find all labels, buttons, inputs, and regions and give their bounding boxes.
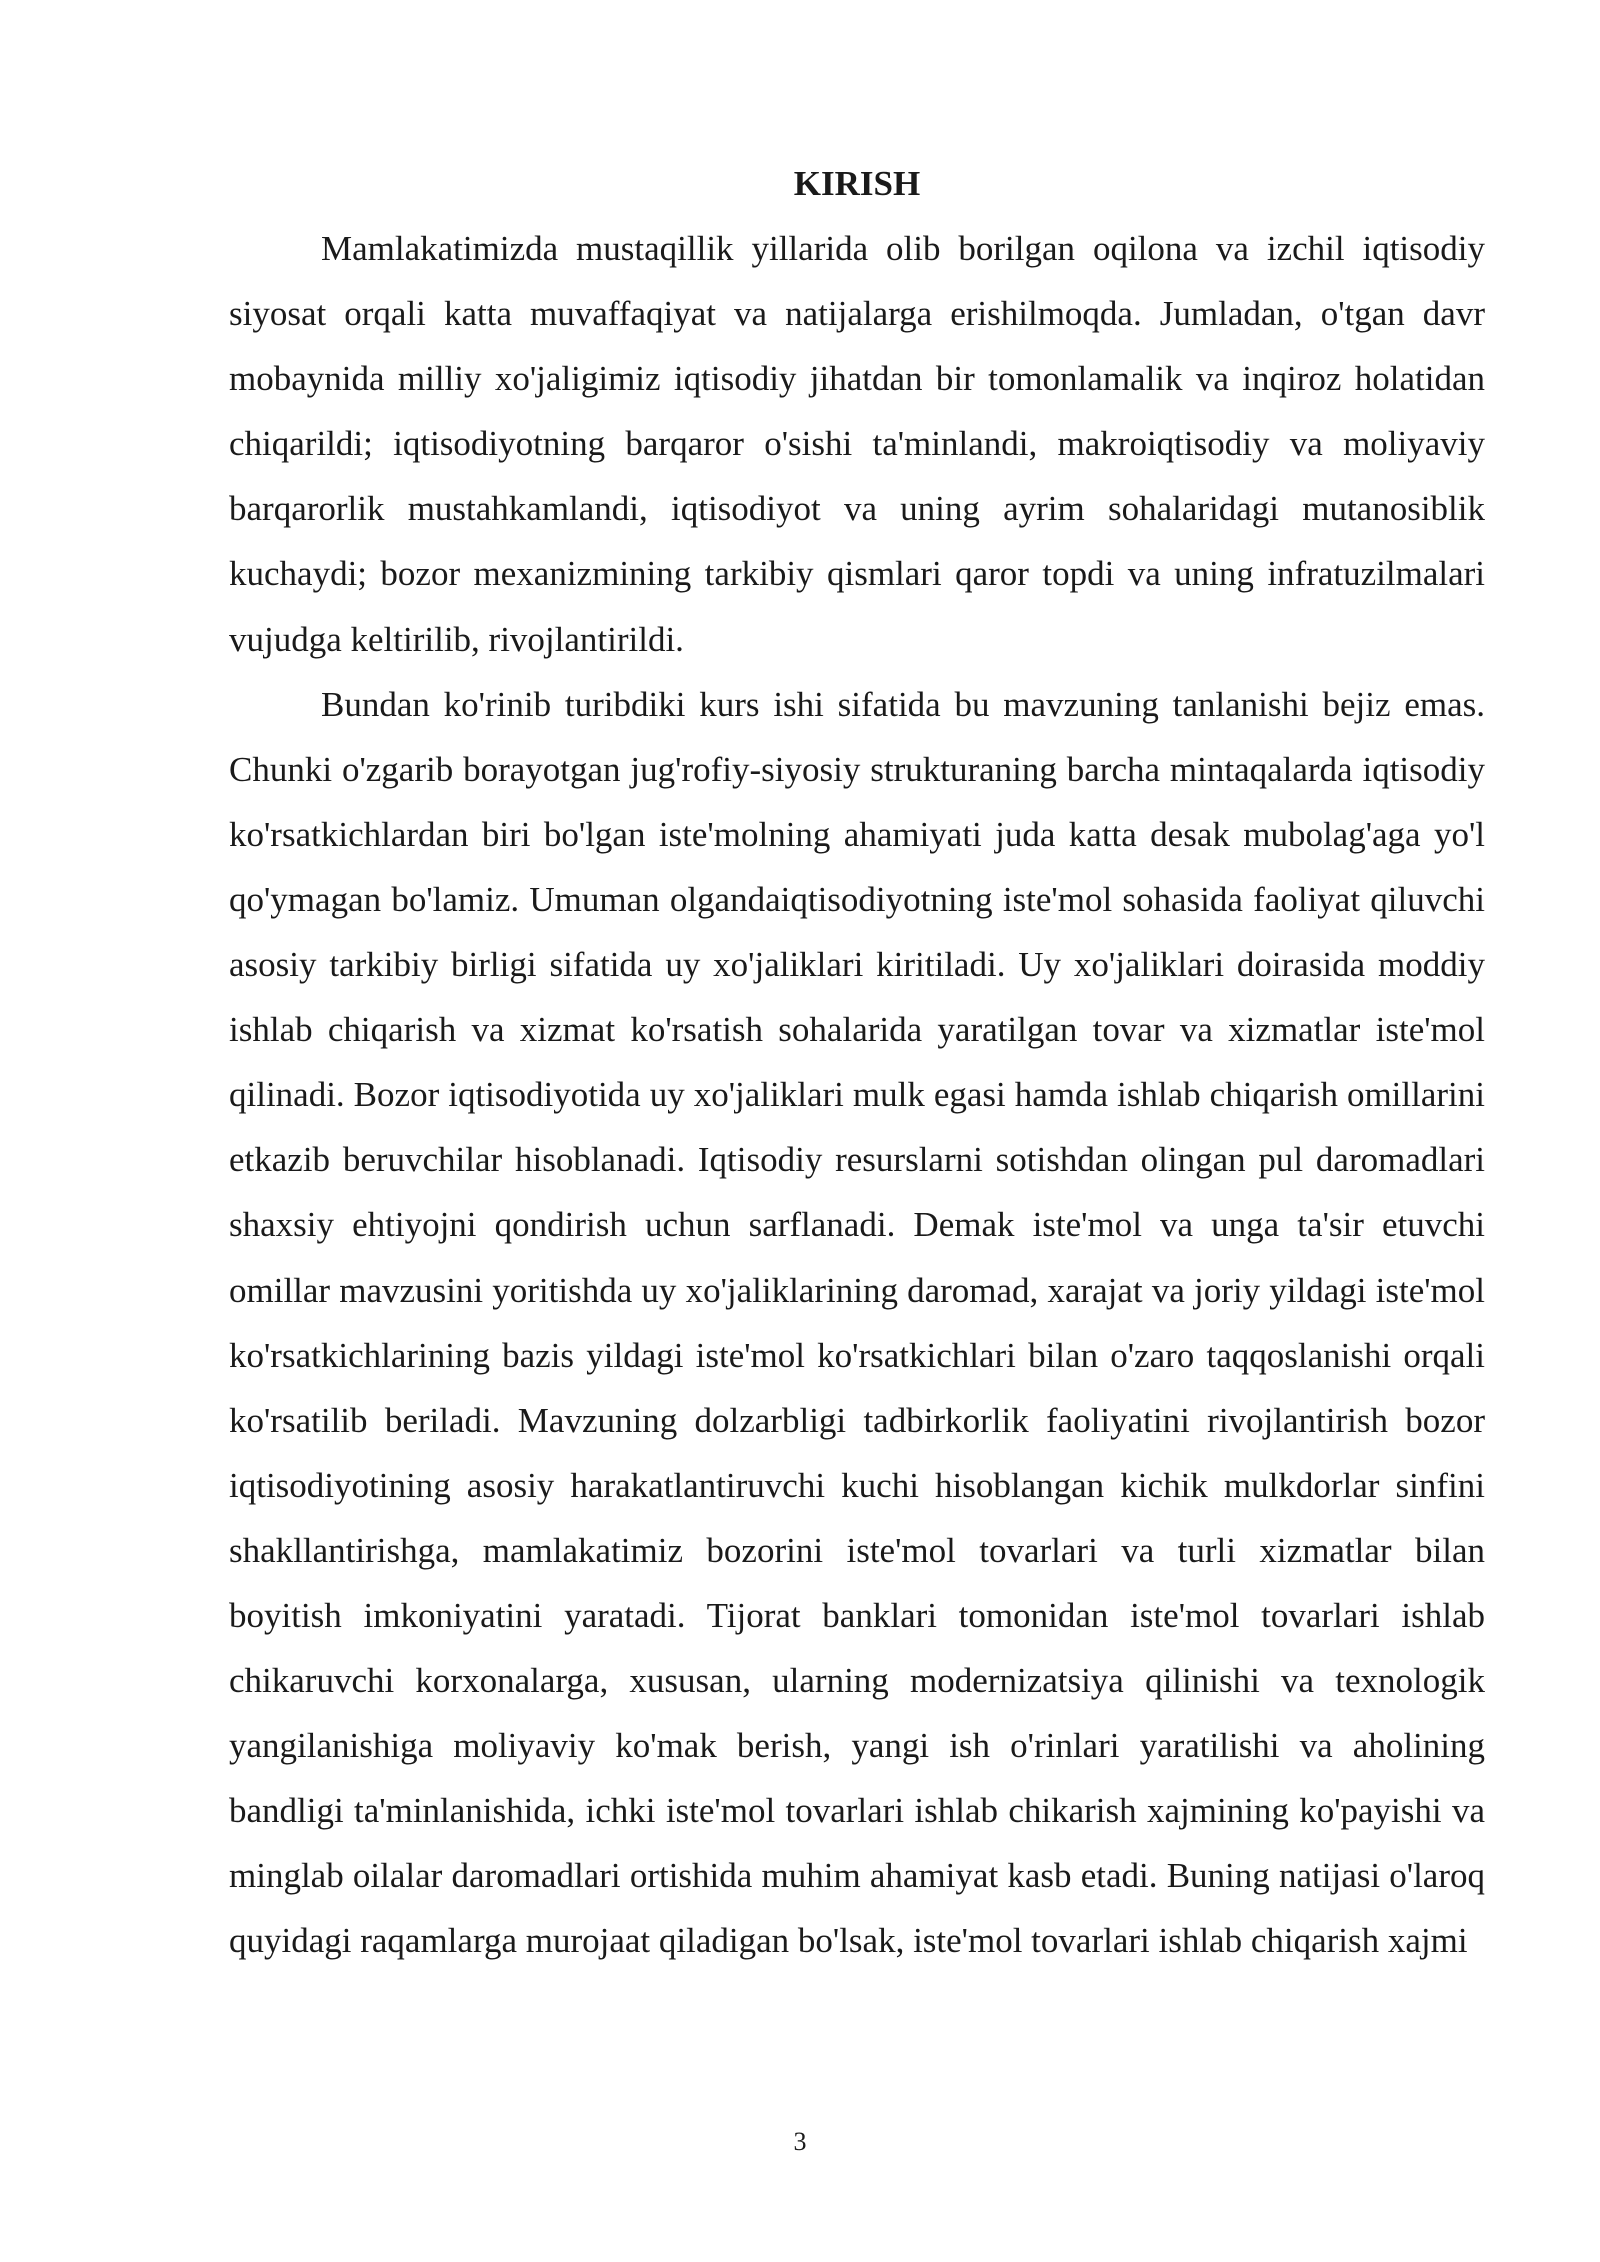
paragraph-topic-relevance: Bundan ko'rinib turibdiki kurs ishi sifatida bu mavzuning tanlanishi bejiz emas. Chunki o'zgarib borayotgan jug'rofiy-siyosiy strukturaning barcha mintaqalarda iqtisodiy ko'rsatkichlardan biri bo'lgan iste'molning ahamiyati juda katta desak mubolag'aga yo'l qo'ymagan bo'lamiz. Umuman olgandaiqtisodiyotning iste'mol sohasida faoliyat qiluvchi asosiy tarkibiy birligi sifatida uy xo'jaliklari kiritiladi. Uy xo'jaliklari doirasida moddiy ishlab chiqarish va xizmat ko'rsatish sohalarida yaratilgan tovar va xizmatlar iste'mol qilinadi. Bozor iqtisodiyotida uy xo'jaliklari mulk egasi hamda ishlab chiqarish omillarini etkazib beruvchilar hisoblanadi. Iqtisodiy resurslarni sotishdan olingan pul daromadlari shaxsiy ehtiyojni qondirish uchun sarflanadi. Demak iste'mol va unga ta'sir etuvchi omillar mavzusini yoritishda uy xo'jaliklarining daromad, xarajat va joriy yildagi iste'mol ko'rsatkichlarining bazis yildagi iste'mol ko'rsatkichlari bilan o'zaro taqqoslanishi orqali ko'rsatilib beriladi. Mavzuning dolzarbligi tadbirkorlik faoliyatini rivojlantirish bozor iqtisodiyotining asosiy harakatlantiruvchi kuchi hisoblangan kichik mulkdorlar sinfini shakllantirishga, mamlakatimiz bozorini iste'mol tovarlari va turli xizmatlar bilan boyitish imkoniyatini yaratadi. Tijorat banklari tomonidan iste'mol tovarlari ishlab chikaruvchi korxonalarga, xususan, ularning modernizatsiya qilinishi va texnologik yangilanishiga moliyaviy ko'mak berish, yangi ish o'rinlari yaratilishi va aholining bandligi ta'minlanishida, ichki iste'mol tovarlari ishlab chikarish xajmining ko'payishi va minglab oilalar daromadlari ortishida muhim ahamiyat kasb etadi. Buning natijasi o'laroq quyidagi raqamlarga murojaat qiladigan bo'lsak, iste'mol tovarlari ishlab chiqarish xajmi — [229, 684, 1485, 1961]
paragraph-intro: Mamlakatimizda mustaqillik yillarida olib borilgan oqilona va izchil iqtisodiy siyosat orqali katta muvaffaqiyat va natijalarga erishilmoqda. Jumladan, o'tgan davr mobaynida milliy xo'jaligimiz iqtisodiy jihatdan bir tomonlamalik va inqiroz holatidan chiqarildi; iqtisodiyotning barqaror o'sishi ta'minlandi, makroiqtisodiy va moliyaviy barqarorlik mustahkamlandi, iqtisodiyot va uning ayrim sohalaridagi mutanosiblik kuchaydi; bozor mexanizmining tarkibiy qismlari qaror topdi va uning infratuzilmalari vujudga keltirilib, rivojlantirildi. — [229, 229, 1485, 659]
section-title: KIRISH — [793, 164, 921, 203]
document-body — [229, 158, 1485, 1974]
page-number: 3 — [793, 2127, 807, 2156]
